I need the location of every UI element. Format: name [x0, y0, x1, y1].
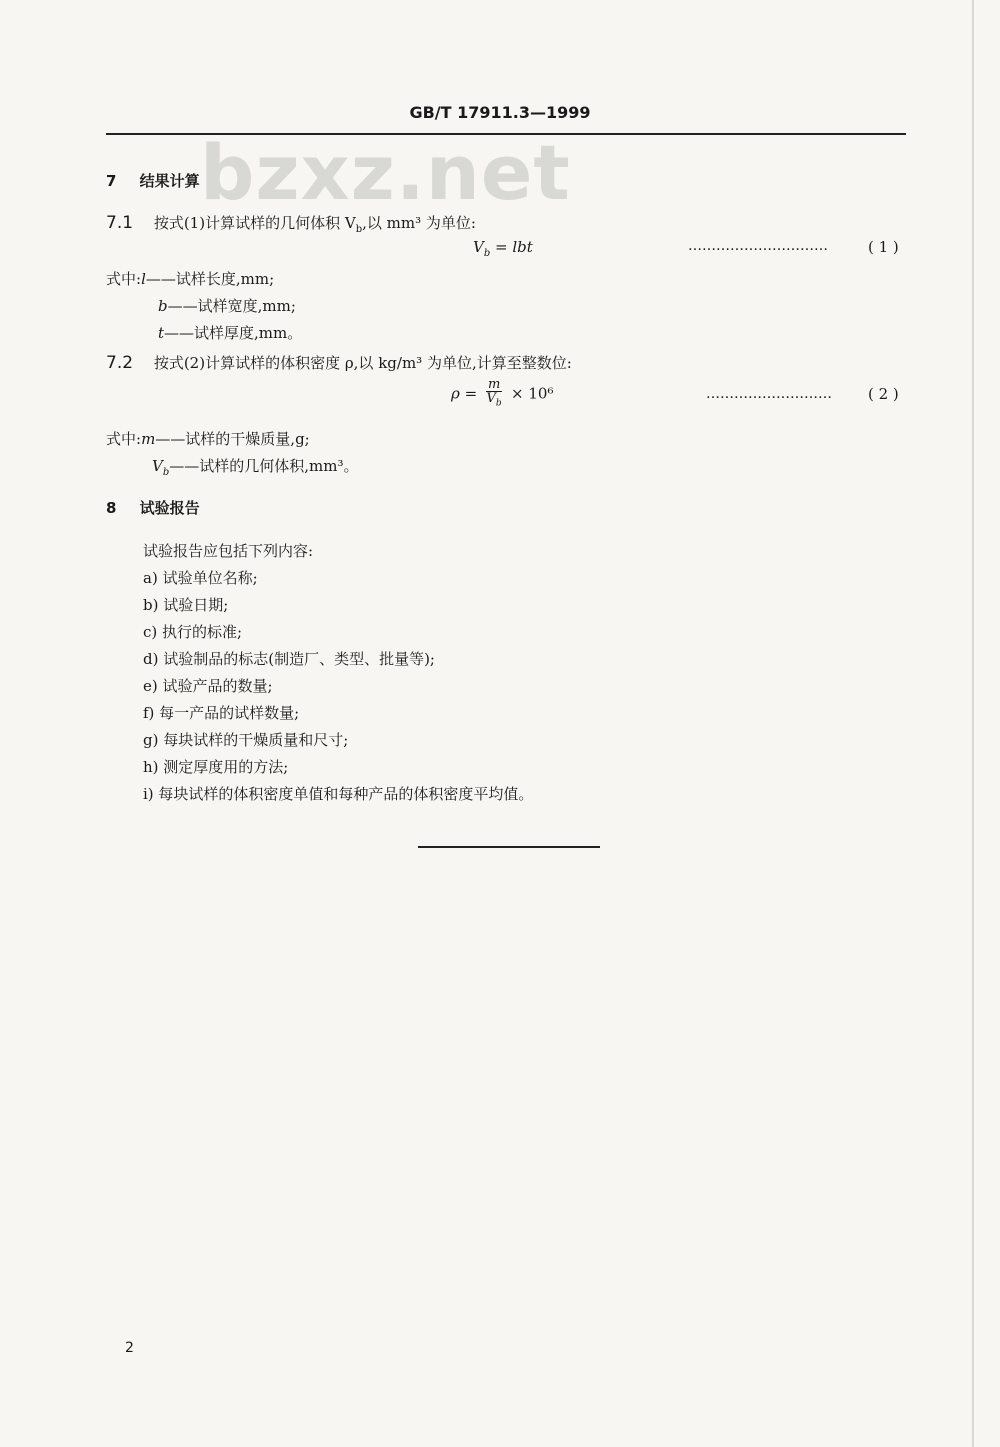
page-number: 2 [125, 1340, 134, 1356]
clause-number: 7.2 [106, 353, 134, 373]
denominator-symbol: V [486, 391, 496, 406]
section-number: 7 [106, 172, 117, 190]
list-item: i) 每块试样的体积密度单值和每种产品的体积密度平均值。 [143, 785, 534, 803]
variable-symbol: m [141, 430, 156, 448]
variable-description: ——试样的几何体积,mm³。 [169, 457, 359, 475]
list-item: a) 试验单位名称; [143, 569, 258, 587]
equation-number-1: ( 1 ) [868, 238, 899, 256]
section-title: 结果计算 [139, 172, 200, 190]
variable-symbol: V [152, 457, 163, 475]
clause-text-tail: ,以 mm³ 为单位: [362, 214, 476, 232]
where-line-t [158, 322, 302, 343]
equation-number-2: ( 2 ) [868, 385, 899, 403]
clause-subscript: b [355, 224, 363, 235]
fraction-numerator: m [487, 377, 501, 392]
where-label: 式中: [106, 430, 142, 448]
scan-edge-line [972, 0, 974, 1447]
fraction-denominator [486, 392, 502, 411]
formula-2 [451, 378, 553, 411]
clause-7-1 [106, 212, 476, 235]
list-item: d) 试验制品的标志(制造厂、类型、批量等); [143, 650, 435, 668]
variable-description: ——试样厚度,mm。 [164, 324, 303, 342]
document-number: GB/T 17911.3—1999 [409, 103, 591, 122]
formula-rhs: × 10⁶ [511, 384, 554, 403]
watermark: bzxz.net [200, 128, 571, 217]
section-number: 8 [106, 499, 117, 517]
section-title: 试验报告 [139, 499, 200, 517]
list-item: g) 每块试样的干燥质量和尺寸; [143, 731, 349, 749]
clause-number: 7.1 [106, 213, 134, 233]
variable-symbol: b [158, 297, 168, 315]
section-7-heading [106, 170, 200, 191]
variable-description: ——试样的干燥质量,g; [155, 430, 310, 448]
variable-subscript: b [162, 467, 170, 478]
end-rule [418, 846, 600, 848]
section-8-heading [106, 497, 200, 518]
clause-7-2 [106, 352, 572, 373]
formula-rhs: = lbt [490, 238, 533, 256]
formula-lhs: V [473, 238, 484, 256]
formula-1 [473, 238, 533, 259]
fraction [486, 378, 502, 411]
list-item: c) 执行的标准; [143, 623, 243, 641]
formula-lhs: ρ = [451, 384, 478, 403]
where-line-vb [152, 455, 358, 478]
list-item: e) 试验产品的数量; [143, 677, 273, 695]
where-label: 式中: [106, 270, 142, 288]
variable-symbol: t [158, 324, 165, 342]
where-line-m [106, 428, 310, 449]
variable-description: ——试样长度,mm; [145, 270, 275, 288]
variable-symbol: l [141, 270, 146, 288]
where-line-l [106, 268, 274, 289]
report-intro: 试验报告应包括下列内容: [143, 542, 314, 560]
where-line-b [158, 295, 296, 316]
variable-description: ——试样宽度,mm; [167, 297, 296, 315]
formula-subscript: b [483, 248, 491, 259]
denominator-subscript: b [495, 398, 502, 409]
clause-text: 按式(2)计算试样的体积密度 ρ,以 kg/m³ 为单位,计算至整数位: [153, 354, 572, 372]
list-item: h) 测定厚度用的方法; [143, 758, 289, 776]
leader-dots-1: ………………………… [688, 238, 828, 254]
list-item: f) 每一产品的试样数量; [143, 704, 300, 722]
list-item: b) 试验日期; [143, 596, 229, 614]
clause-text: 按式(1)计算试样的几何体积 V [153, 214, 356, 232]
leader-dots-2: ……………………… [706, 386, 832, 402]
